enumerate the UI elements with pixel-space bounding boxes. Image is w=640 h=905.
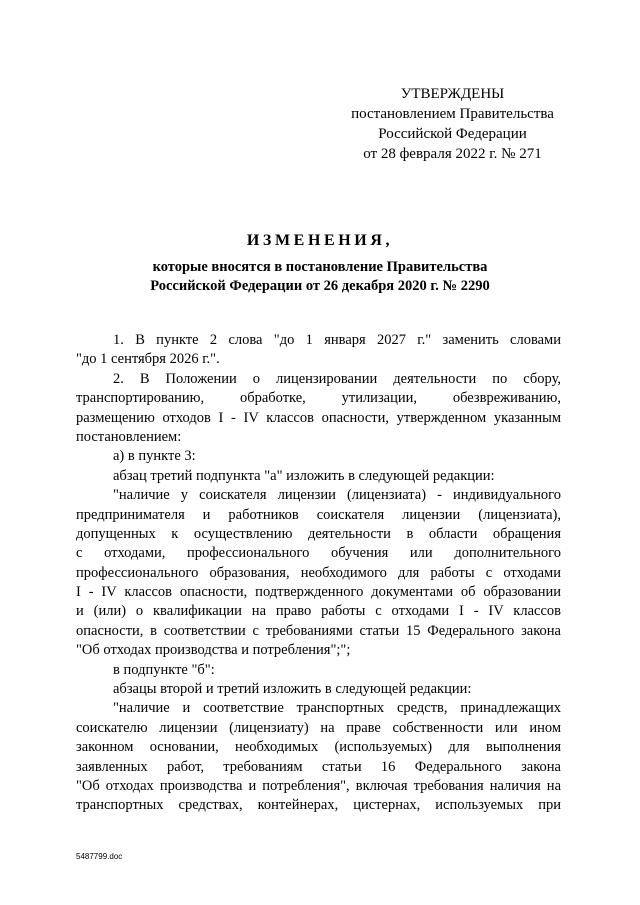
paragraph-line: соискателю лицензии (лицензиату) на праве собственности или ином [76, 719, 561, 736]
paragraph-line: I - IV классов опасности, подтвержденного документами об образовании [76, 584, 561, 601]
paragraph-line: абзацы второй и третий изложить в следующей редакции: [113, 681, 472, 698]
paragraph-line: а) в пункте 3: [113, 448, 196, 465]
paragraph-line: законном основании, необходимых (используемых) для выполнения [76, 739, 561, 756]
paragraph-line: опасности, в соответствии с требованиями статьи 15 Федерального закона [76, 622, 561, 639]
paragraph-line: "Об отходах производства и потребления";"; [76, 642, 351, 659]
paragraph-line: транспортных средствах, контейнерах, цистернах, используемых при [76, 797, 561, 814]
paragraph-line: допущенных к осуществлению деятельности в области обращения [76, 525, 561, 542]
approval-line: постановлением Правительства [351, 106, 554, 122]
paragraph-line: абзац третий подпункта "а" изложить в следующей редакции: [113, 467, 495, 484]
paragraph-line: постановлением: [76, 428, 182, 445]
document-body [76, 331, 561, 816]
paragraph-line: и (или) о квалификации на право работы с отходами I - IV классов [76, 603, 561, 620]
paragraph-line: 2. В Положении о лицензировании деятельности по сбору, [113, 370, 561, 387]
paragraph-line: "до 1 сентября 2026 г.". [76, 351, 220, 368]
approval-block [350, 84, 555, 164]
paragraph-line: профессионального образования, необходимого для работы с отходами [76, 564, 561, 581]
approval-title: УТВЕРЖДЕНЫ [400, 86, 505, 102]
document-filename: 5487799.doc [76, 852, 123, 861]
approval-date: от 28 февраля 2022 г. № 271 [363, 146, 542, 162]
subtitle-line: Российской Федерации от 26 декабря 2020 г. № 2290 [150, 278, 490, 294]
paragraph-line: "Об отходах производства и потребления", включая требования наличия на [76, 777, 561, 794]
paragraph-line: с отходами, профессионального обучения или дополнительного [76, 545, 561, 562]
document-title: ИЗМЕНЕНИЯ, [246, 232, 394, 249]
paragraph-line: заявленных работ, требованиям статьи 16 Федерального закона [76, 758, 561, 775]
paragraph-line: размещению отходов I - IV классов опасности, утвержденном указанным [76, 409, 561, 426]
paragraph-line: "наличие и соответствие транспортных средств, принадлежащих [113, 700, 561, 717]
approval-line: Российской Федерации [378, 126, 527, 142]
paragraph-line: транспортированию, обработке, утилизации, обезвреживанию, [76, 390, 561, 407]
paragraph-line: предпринимателя и работников соискателя лицензии (лицензиата), [76, 506, 561, 523]
paragraph-line: 1. В пункте 2 слова "до 1 января 2027 г." заменить словами [113, 332, 561, 348]
subtitle-line: которые вносятся в постановление Правительства [152, 259, 488, 275]
paragraph-line: "наличие у соискателя лицензии (лицензиата) - индивидуального [113, 487, 561, 504]
document-subtitle [0, 258, 640, 296]
paragraph-line: в подпункте "б": [113, 661, 215, 678]
